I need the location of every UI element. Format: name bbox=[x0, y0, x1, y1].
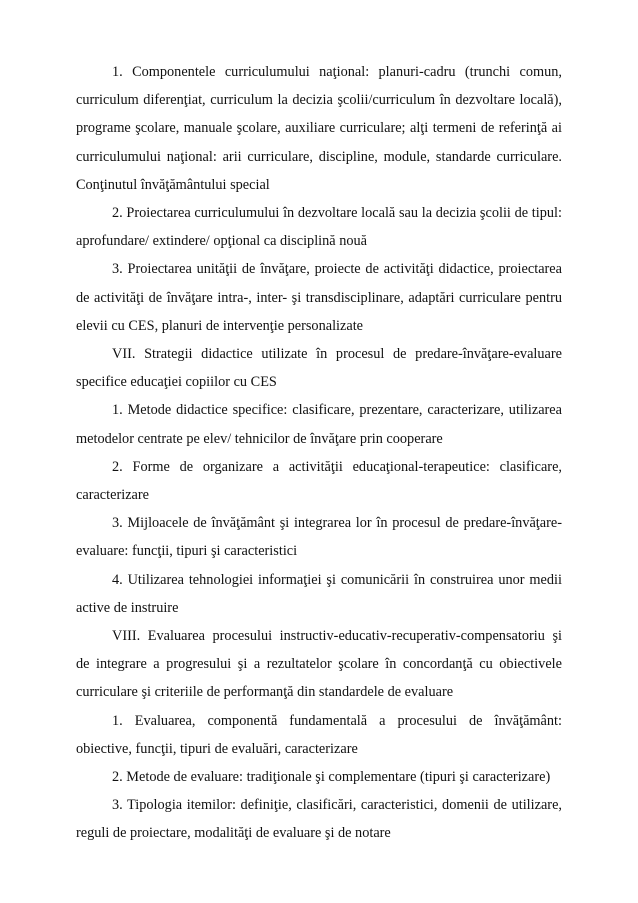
document-body bbox=[76, 58, 562, 848]
paragraph-ict-usage: 4. Utilizarea tehnologiei informaţiei şi comunicării în construirea unor medii active de instruire bbox=[76, 571, 562, 616]
paragraph-evaluation-component: 1. Evaluarea, componentă fundamentală a procesului de învăţământ: obiective, funcţii, tipuri de evaluări, caracterizare bbox=[76, 712, 562, 757]
paragraph-local-curriculum-design: 2. Proiectarea curriculumului în dezvoltare locală sau la decizia şcolii de tipul: aprofundare/ extindere/ opţional ca disciplină nouă bbox=[76, 205, 562, 250]
paragraph-item-typology: 3. Tipologia itemilor: definiţie, clasificări, caracteristici, domenii de utilizare, reguli de proiectare, modalităţi de evaluare şi de notare bbox=[76, 797, 562, 842]
section-heading-viii: VIII. Evaluarea procesului instructiv-educativ-recuperativ-compensatoriu şi de integrare a progresului şi a rezultatelor şcolare în concordanţă cu obiectivele curriculare şi criteriile de performanţă din standardele de evaluare bbox=[76, 628, 562, 701]
paragraph-organization-forms: 2. Forme de organizare a activităţii educaţional-terapeutice: clasificare, caracterizare bbox=[76, 458, 562, 504]
paragraph-didactic-methods: 1. Metode didactice specifice: clasificare, prezentare, caracterizare, utilizarea metodelor centrate pe elev/ tehnicilor de învăţare prin cooperare bbox=[76, 402, 562, 447]
section-heading-vii: VII. Strategii didactice utilizate în procesul de predare-învăţare-evaluare specifice educaţiei copiilor cu CES bbox=[76, 346, 562, 391]
paragraph-evaluation-methods: 2. Metode de evaluare: tradiţionale şi complementare (tipuri şi caracterizare) bbox=[112, 769, 551, 786]
paragraph-components-curriculum: 1. Componentele curriculumului naţional: planuri-cadru (trunchi comun, curriculum diferenţiat, curriculum la decizia şcolii/curriculum în dezvoltare locală), programe şcolare, manuale şcolare, auxiliare curriculare; alţi termeni de referinţă ai curriculumului naţional: arii curriculare, discipline, module, standarde curriculare. Conţinutul învăţământului special bbox=[76, 64, 562, 193]
paragraph-teaching-means: 3. Mijloacele de învăţământ şi integrarea lor în procesul de predare-învăţare-evaluare: funcţii, tipuri şi caracteristici bbox=[76, 515, 562, 560]
paragraph-learning-unit-design: 3. Proiectarea unităţii de învăţare, proiecte de activităţi didactice, proiectarea de activităţi de învăţare intra-, inter- şi transdisciplinare, adaptări curriculare pentru elevii cu CES, planuri de intervenţie personalizate bbox=[76, 261, 562, 334]
